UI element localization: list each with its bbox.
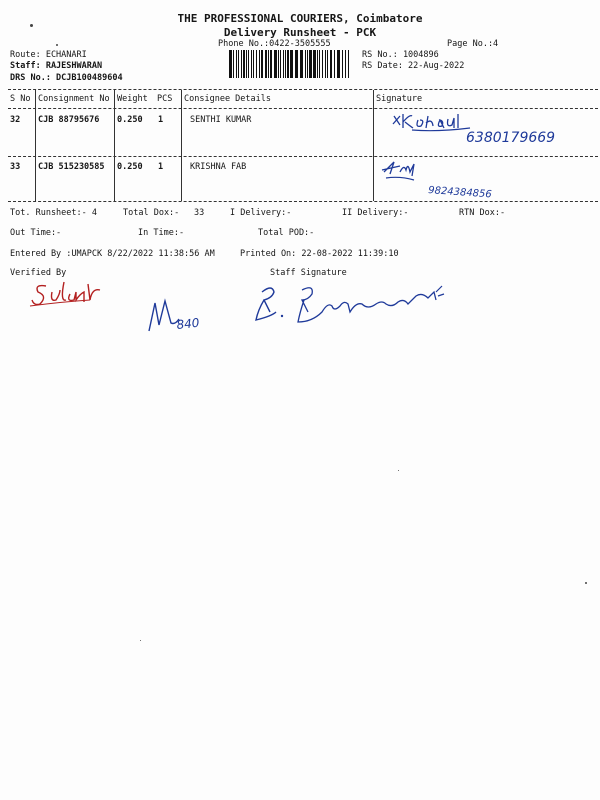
barcode-bar (236, 50, 237, 78)
drs-number: DRS No.: DCJB100489604 (10, 73, 123, 83)
staff-signature-label: Staff Signature (270, 268, 347, 278)
scan-speck (30, 24, 33, 27)
barcode-bar (309, 50, 312, 78)
row-pcs: 1 (158, 162, 164, 172)
barcode-bar (290, 50, 293, 78)
barcode-bar (280, 50, 281, 78)
barcode-bar (261, 50, 263, 78)
barcode-bar (259, 50, 260, 78)
row-divider (8, 156, 598, 157)
staff-name: Staff: RAJESHWARAN (10, 61, 103, 71)
barcode-bar (285, 50, 286, 78)
col-header-weight: Weight (117, 94, 148, 104)
barcode (229, 50, 353, 78)
initials-number: 840 (175, 315, 201, 332)
phone-number: Phone No.:0422-3505555 (218, 39, 331, 49)
row-consignment: CJB 88795676 (38, 115, 100, 125)
barcode-bar (295, 50, 298, 78)
barcode-bar (233, 50, 234, 78)
scan-speck (398, 470, 399, 471)
barcode-bar (248, 50, 249, 78)
barcode-bar (251, 50, 252, 78)
barcode-bar (270, 50, 272, 78)
barcode-bar (327, 50, 328, 78)
row-weight: 0.250 (117, 115, 143, 125)
row-consignee: KRISHNA FAB (190, 162, 247, 172)
barcode-bar (229, 50, 232, 78)
row-sno: 32 (10, 115, 21, 125)
table-header-rule (8, 108, 598, 109)
barcode-bar (274, 50, 277, 78)
barcode-bar (283, 50, 284, 78)
barcode-bar (268, 50, 269, 78)
verified-signature (30, 280, 130, 314)
document-title: Delivery Runsheet - PCK (223, 26, 377, 39)
out-time: Out Time:- (10, 228, 62, 238)
col-header-consignment: Consignment No (38, 94, 110, 104)
barcode-bar (253, 50, 254, 78)
rtn-dox: RTN Dox:- (459, 208, 506, 218)
printed-on: Printed On: 22-08-2022 11:39:10 (240, 249, 399, 259)
barcode-bar (246, 50, 247, 78)
signature-phone: 9824384856 (427, 185, 493, 201)
col-header-signature: Signature (376, 94, 423, 104)
route: Route: ECHANARI (10, 50, 87, 60)
in-time: In Time:- (138, 228, 185, 238)
col-header-consignee: Consignee Details (184, 94, 271, 104)
barcode-bar (317, 50, 318, 78)
barcode-bar (287, 50, 289, 78)
col-header-pcs: PCS (157, 94, 173, 104)
barcode-bar (334, 50, 335, 78)
barcode-bar (348, 50, 349, 78)
barcode-bar (305, 50, 306, 78)
verified-by-label: Verified By (10, 268, 67, 278)
scan-speck (585, 582, 587, 584)
barcode-bar (278, 50, 279, 78)
column-divider (35, 90, 36, 201)
scan-speck (56, 44, 58, 46)
total-dox-label: Total Dox:- (123, 208, 180, 218)
barcode-bar (313, 50, 316, 78)
signature-phone: 6380179669 (466, 130, 556, 146)
row-consignment: CJB 515230585 (38, 162, 105, 172)
barcode-bar (265, 50, 267, 78)
column-divider (181, 90, 182, 201)
barcode-bar (307, 50, 308, 78)
total-dox-value: 33 (194, 208, 205, 218)
barcode-bar (241, 50, 242, 78)
recipient-signature-row-32 (388, 110, 588, 154)
column-divider (373, 90, 374, 201)
row-consignee: SENTHI KUMAR (190, 115, 252, 125)
page-number: Page No.:4 (447, 39, 499, 49)
scan-speck (140, 640, 141, 641)
barcode-bar (325, 50, 326, 78)
barcode-bar (238, 50, 239, 78)
barcode-bar (300, 50, 303, 78)
barcode-bar (330, 50, 332, 78)
entered-by: Entered By :UMAPCK 8/22/2022 11:38:56 AM (10, 249, 215, 259)
barcode-bar (337, 50, 340, 78)
rs-number: RS No.: 1004896 (362, 50, 439, 60)
rs-date: RS Date: 22-Aug-2022 (362, 61, 465, 71)
col-header-sno: S No (10, 94, 31, 104)
recipient-signature-row-33 (380, 158, 580, 204)
barcode-bar (319, 50, 320, 78)
barcode-bar (342, 50, 343, 78)
barcode-bar (322, 50, 323, 78)
row-sno: 33 (10, 162, 21, 172)
staff-handwritten-signature (252, 282, 452, 336)
row-pcs: 1 (158, 115, 164, 125)
total-pod: Total POD:- (258, 228, 315, 238)
total-runsheet: Tot. Runsheet:- 4 (10, 208, 97, 218)
initials-signature (145, 295, 225, 341)
ii-delivery: II Delivery:- (342, 208, 409, 218)
barcode-bar (345, 50, 346, 78)
barcode-bar (256, 50, 257, 78)
i-delivery: I Delivery:- (230, 208, 292, 218)
column-divider (114, 90, 115, 201)
barcode-bar (243, 50, 245, 78)
row-weight: 0.250 (117, 162, 143, 172)
company-title: THE PROFESSIONAL COURIERS, Coimbatore (177, 12, 423, 25)
table-top-rule (8, 89, 598, 90)
